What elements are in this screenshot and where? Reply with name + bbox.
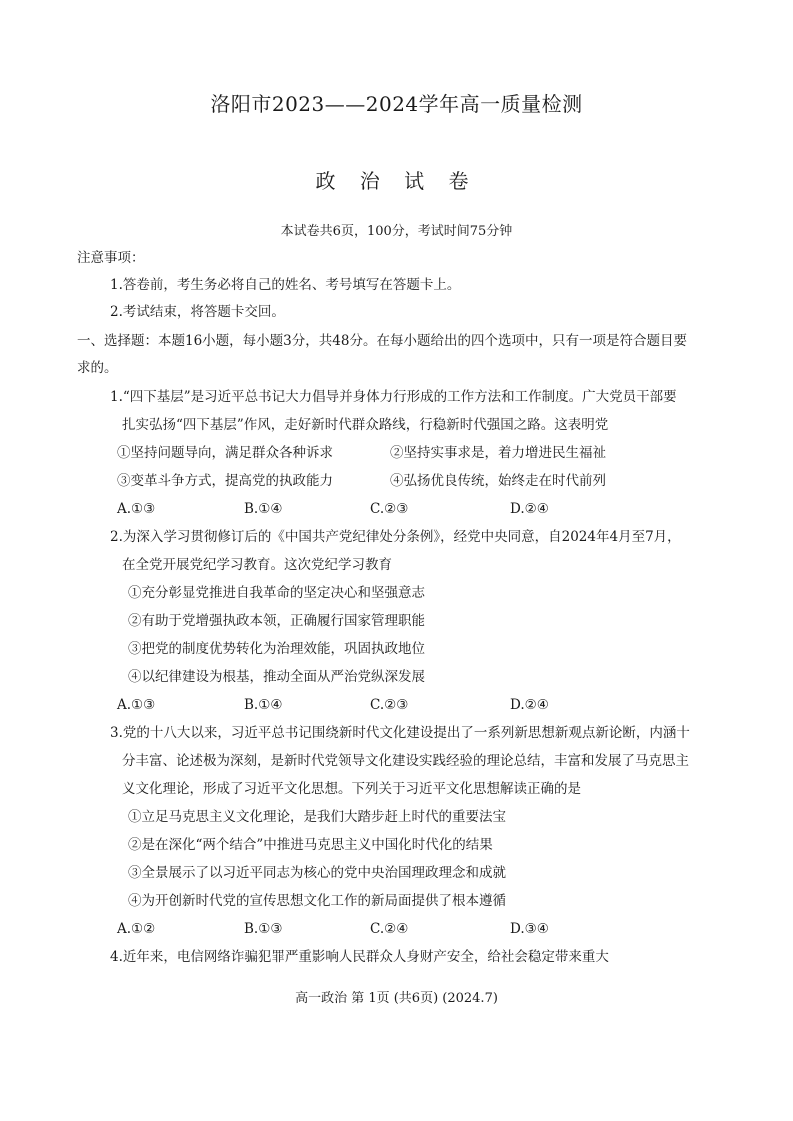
question-3-stem: 3.党的十八大以来，习近平总书记围绕新时代文化建设提出了一系列新思想新观点新论断，内涵十 [110, 725, 690, 741]
section-instructions: 一、选择题：本题16小题，每小题3分，共48分。在每小题给出的四个选项中，只有一项是符合题目要 [77, 333, 687, 349]
question-3-stem: 分丰富、论述极为深刻，是新时代党领导文化建设实践经验的理论总结，丰富和发展了马克思主 [122, 753, 689, 769]
question-3-statement: ②是在深化“两个结合”中推进马克思主义中国化时代化的结果 [128, 837, 493, 853]
question-1-stem: 1.“四下基层”是习近平总书记大力倡导并身体力行形成的工作方法和工作制度。广大党员干部要 [110, 389, 677, 405]
question-2-statement: ③把党的制度优势转化为治理效能，巩固执政地位 [128, 641, 425, 657]
question-1-statement: ③变革斗争方式，提高党的执政能力 [117, 473, 333, 489]
option-a[interactable]: A.①③ [117, 697, 156, 713]
question-4-stem: 4.近年来，电信网络诈骗犯罪严重影响人民群众人身财产安全，给社会稳定带来重大 [110, 949, 609, 965]
note-item: 1.答卷前，考生务必将自己的姓名、考号填写在答题卡上。 [110, 277, 461, 293]
page-footer: 高一政治 第 1页 (共6页) (2024.7) [295, 991, 498, 1006]
question-2-stem: 在全党开展党纪学习教育。这次党纪学习教育 [122, 557, 392, 573]
exam-title: 洛阳市2023——2024学年高一质量检测 [210, 92, 583, 116]
option-d[interactable]: D.③④ [510, 921, 549, 937]
question-1-statement: ④弘扬优良传统，始终走在时代前列 [390, 473, 606, 489]
note-item: 2.考试结束，将答题卡交回。 [110, 304, 285, 320]
question-1-statement: ②坚持实事求是，着力增进民生福祉 [390, 445, 606, 461]
option-c[interactable]: C.②④ [370, 921, 409, 937]
exam-subject: 政 治 试 卷 [315, 169, 478, 193]
question-2-stem: 2.为深入学习贯彻修订后的《中国共产党纪律处分条例》，经党中央同意，自2024年4月至7月， [110, 529, 681, 545]
option-d[interactable]: D.②④ [510, 697, 549, 713]
question-2-statement: ①充分彰显党推进自我革命的坚定决心和坚强意志 [128, 585, 425, 601]
question-3-statement: ③全景展示了以习近平同志为核心的党中央治国理政理念和成就 [128, 865, 506, 881]
notes-heading: 注意事项： [77, 250, 145, 266]
option-a[interactable]: A.①③ [117, 501, 156, 517]
option-b[interactable]: B.①③ [244, 921, 283, 937]
option-b[interactable]: B.①④ [244, 697, 283, 713]
option-d[interactable]: D.②④ [510, 501, 549, 517]
option-c[interactable]: C.②③ [370, 697, 409, 713]
question-3-stem: 义文化理论，形成了习近平文化思想。下列关于习近平文化思想解读正确的是 [122, 781, 581, 797]
question-3-statement: ①立足马克思主义文化理论，是我们大踏步赶上时代的重要法宝 [128, 809, 506, 825]
section-instructions-cont: 求的。 [77, 360, 118, 376]
question-2-statement: ②有助于党增强执政本领，正确履行国家管理职能 [128, 613, 425, 629]
option-b[interactable]: B.①④ [244, 501, 283, 517]
question-3-statement: ④为开创新时代党的宣传思想文化工作的新局面提供了根本遵循 [128, 893, 506, 909]
question-1-statement: ①坚持问题导向，满足群众各种诉求 [117, 445, 333, 461]
option-a[interactable]: A.①② [117, 921, 156, 937]
option-c[interactable]: C.②③ [370, 501, 409, 517]
exam-info: 本试卷共6页，100分，考试时间75分钟 [280, 224, 513, 239]
question-1-stem: 扎实弘扬“四下基层”作风，走好新时代群众路线，行稳新时代强国之路。这表明党 [122, 417, 609, 433]
question-2-statement: ④以纪律建设为根基，推动全面从严治党纵深发展 [128, 669, 425, 685]
